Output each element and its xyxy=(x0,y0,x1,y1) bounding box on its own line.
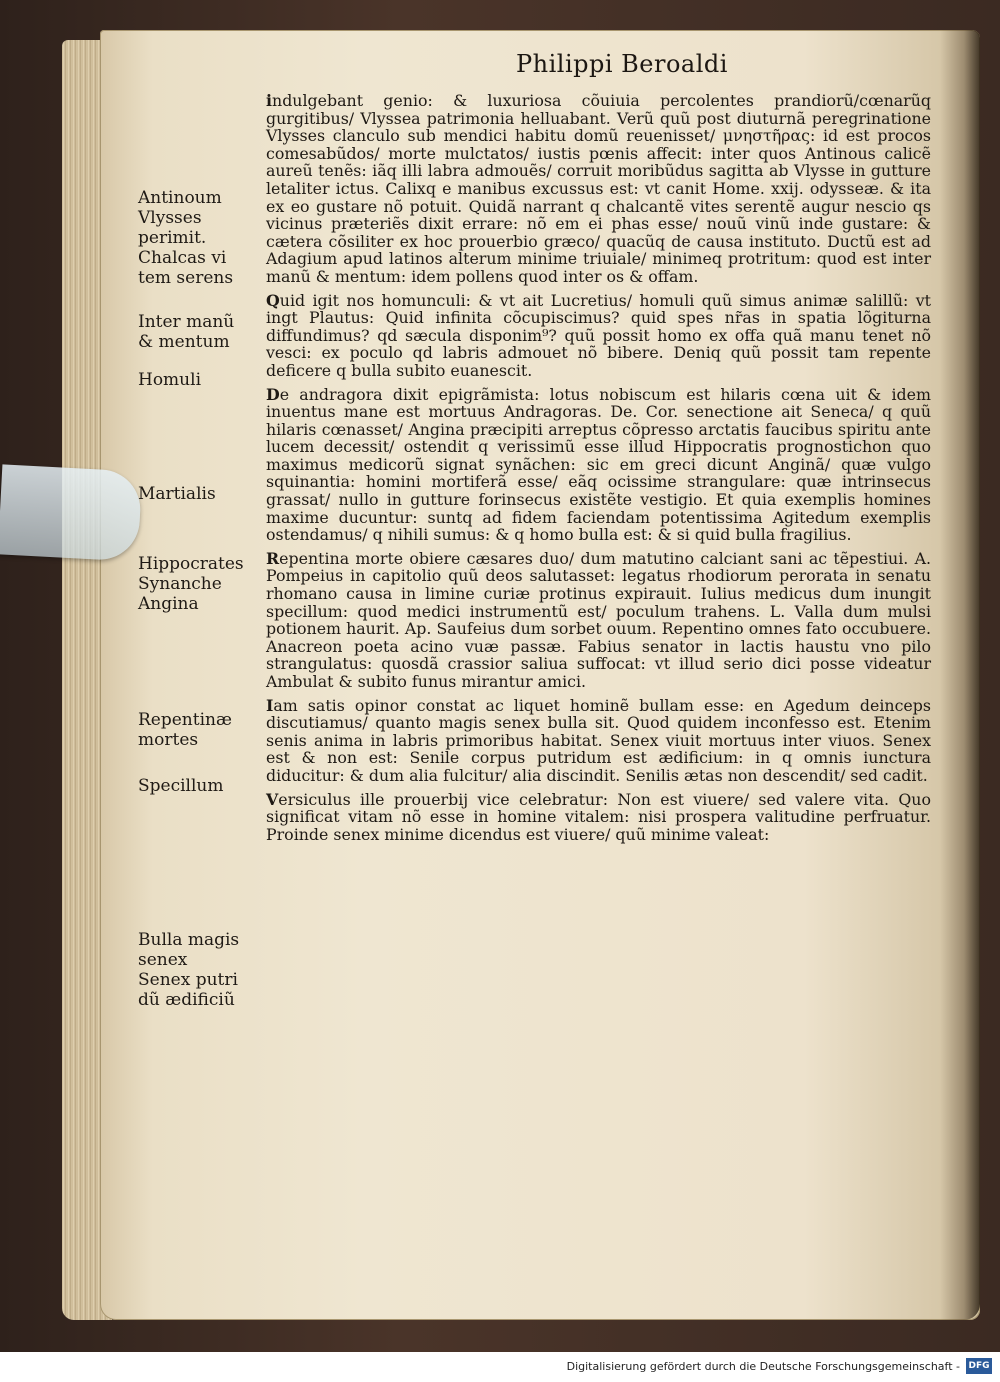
margin-note-bulla: Bulla magis senex Senex putri dũ ædificiũ xyxy=(138,930,240,1010)
running-head: Philippi Beroaldi xyxy=(516,50,728,78)
margin-note-repentinae: Repentinæ mortes xyxy=(138,710,232,750)
margin-note-hippocrates: Hippocrates Synanche Angina xyxy=(138,554,244,614)
glass-page-weight xyxy=(0,464,142,561)
margin-note-homuli: Homuli xyxy=(138,370,202,390)
body-text xyxy=(266,92,931,849)
paragraph-3: De andragora dixit epigrãmista: lotus nobiscum est hilaris cœna uit & idem inuentus mane est mortuus Andragoras. De. Cor. senectione ait Seneca/ q quũ hilaris cœnasset/ Angina præcipiti arreptus cõpresso arctatis faucibus spiritu ante lucem decessit/ ostendit q verissimũ esse illud Hippocratis prognostichon quo maximus medicorũ signat synãchen: sic em greci dicunt Anginã/ quæ vulgo squinantia: homini mortiferã esse/ eãq ocissime strangulare: quæ intrinsecus grassat/ nullo in gutture forinsecus existẽte vestigio. Et quia exemplis homines maxime ducuntur: suntq ad fidem faciendam potentissima Agitedum exemplis ostendamus/ q nihili sumus: & q homo bulla est: & si quid bulla fragilius. xyxy=(266,384,931,545)
dfg-logo-icon: DFG xyxy=(966,1358,992,1374)
margin-note-specillum: Specillum xyxy=(138,776,224,796)
paragraph-4: Repentina morte obiere cæsares duo/ dum matutino calciant sani ac tẽpestiui. A. Pompeius in capitolio quũ deos salutasset: legatus rhodiorum perorata in senatu rhomano causa in limine curiæ protinus expirauit. Iulius medicus dum inungit specillum: quod medici instrumentũ est/ poculum trahens. L. Valla dum mulsi potionem haurit. Ap. Saufeius dum sorbet ouum. Repentino omnes fato occubuere. Anacreon poeta acino vuæ passæ. Fabius senator in lactis haustu vno pilo strangulatus: quosdã crassior saliua suffocat: vt illud serio dici posse videatur Ambulat & subito funus mirantur amici. xyxy=(266,548,931,691)
page-gutter xyxy=(940,30,980,1320)
margin-note-martialis: Martialis xyxy=(138,484,216,504)
paragraph-1: indulgebant genio: & luxuriosa cõuiuia percolentes prandiorũ/cœnarũq gurgitibus/ Vlyssea patrimonia helluabant. Verũ quũ post diuturnã peregrinatione Vlysses clanculo sub mendici habitu domũ reuenisset/ μνηστῆρας: id est procos comesabũdos/ morte mulctatos/ iustis pœnis affecit: inter quos Antinous calicẽ aureũ tenẽs: iãq illi labra admouẽs/ corruit moribũdus sagitta ab Vlysse in gutture letaliter ictus. Calixq e manibus excussus est: vt canit Home. xxij. odysseæ. & ita ex eo gustare nõ potuit. Quidã narrant q chalcantẽ vites serentẽ augur nescio qs vicinus præteriẽs dixit errare: nõ em ei phas esse/ nouũ vinũ inde gustare: & cætera cõsiliter ex hoc prouerbio græco/ quacũq de causa instituto. Ductũ est ad Adagium apud latinos alterum minime triuiale/ minimeq protritum: quod est inter manũ & mentum: idem pollens quod inter os & offam. xyxy=(266,91,931,286)
footer-bar xyxy=(0,1352,1000,1382)
paragraph-6: Versiculus ille prouerbij vice celebratur: Non est viuere/ sed valere vita. Quo significat vitam nõ esse in homine vitalem: nisi prospera valitudine perfruatur. Proinde senex minime dicendus est viuere/ quũ minime valeat: xyxy=(266,789,931,844)
footer-credit: Digitalisierung gefördert durch die Deutsche Forschungsgemeinschaft - xyxy=(566,1360,960,1373)
margin-note-antinoum: Antinoum Vlysses perimit. Chalcas vi tem serens xyxy=(138,188,234,288)
margin-note-inter-manum: Inter manũ & mentum xyxy=(138,312,235,352)
paragraph-5: Iam satis opinor constat ac liquet hominẽ bullam esse: en Agedum deinceps discutiamus/ quanto magis senex bulla sit. Quod quidem inconfesso est. Etenim senis anima in labris primoribus habitat. Senex viuit mortuus inter viuos. Senex est & non est: Senile corpus putridum est ædificium: in q omnis iunctura diducitur: & dum alia fulcitur/ alia discindit. Senilis ætas non descendit/ sed cadit. xyxy=(266,695,931,785)
paragraph-2: Quid igit nos homunculi: & vt ait Lucretius/ homuli quũ simus animæ salillũ: vt ingt Plautus: Quid infinita cõcupiscimus? quid spes nr̃as in spatia lõgiturna diffundimus? qd sæcula disponim⁹? quũ possit homo ex offa quã manu tenet nõ vesci: ex poculo qd labris admouet nõ bibere. Deniq quũ possit tam repente deficere q bulla subito euanescit. xyxy=(266,290,931,380)
